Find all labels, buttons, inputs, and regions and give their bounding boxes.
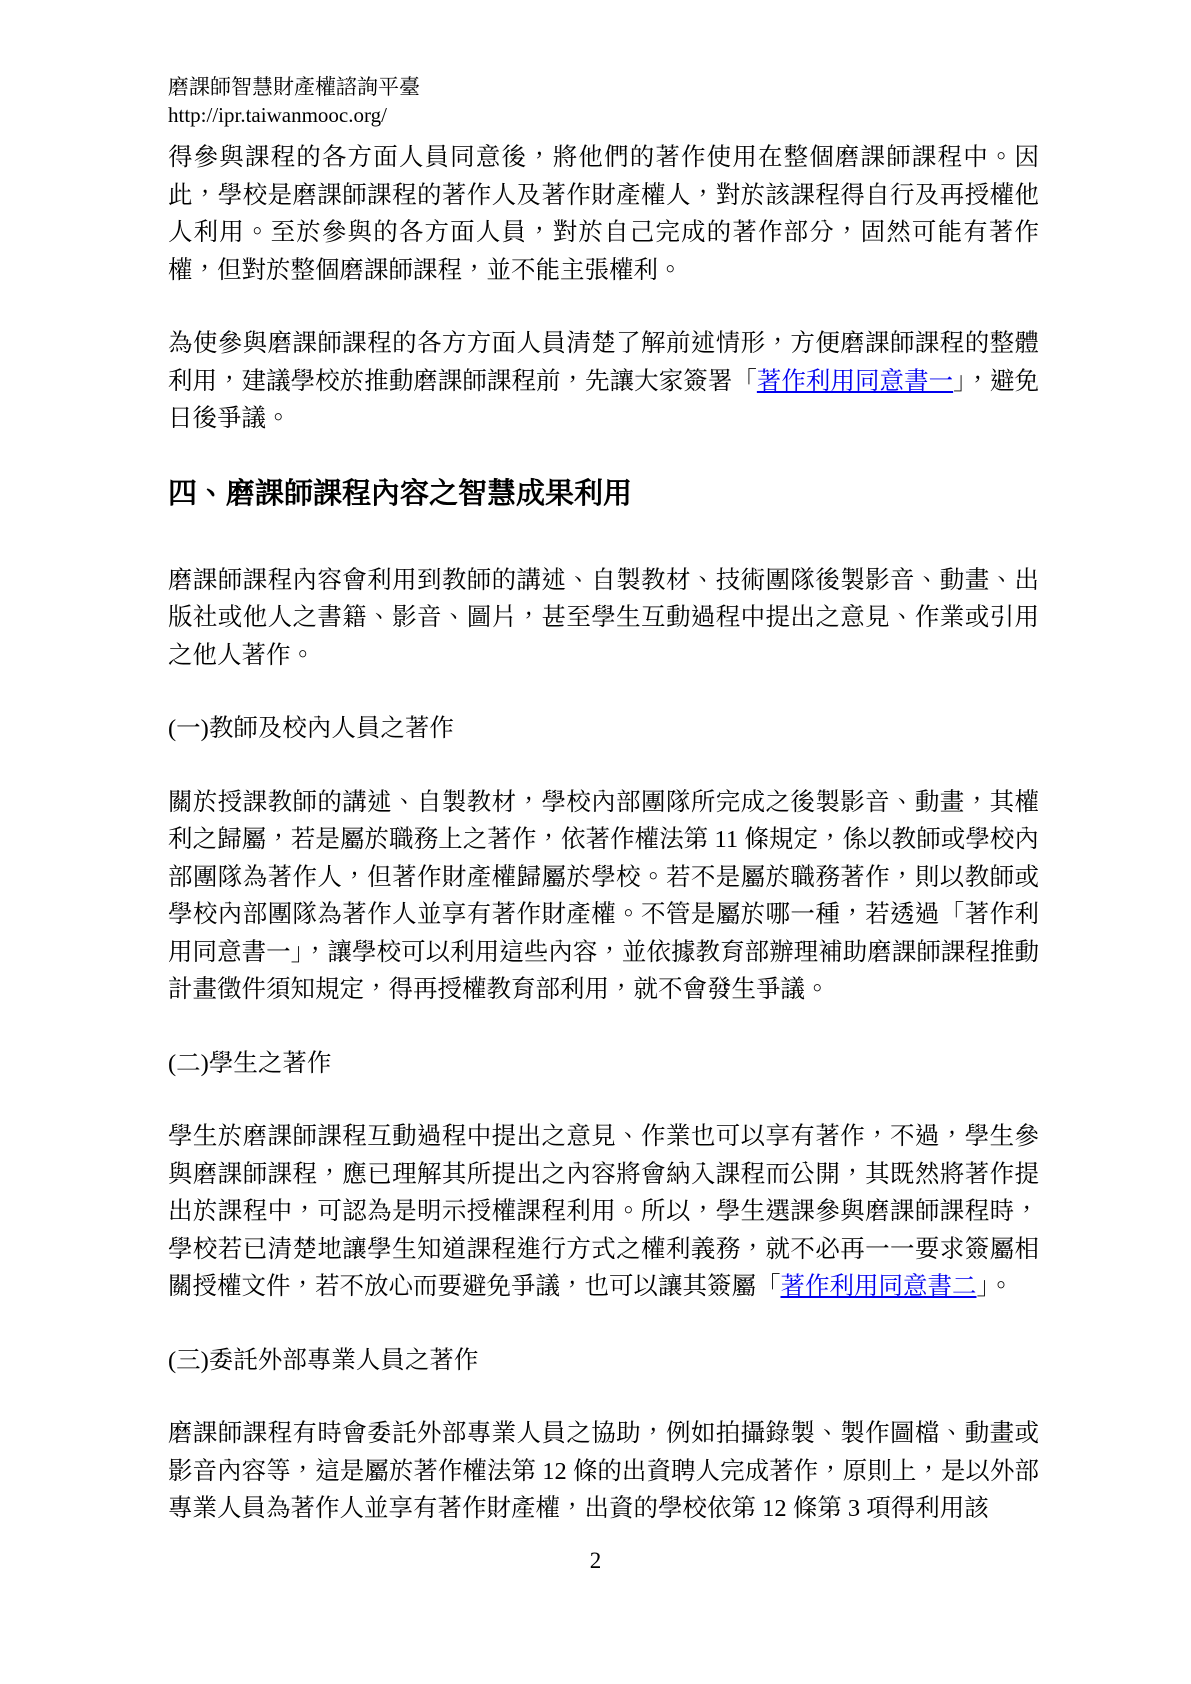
subsection-heading: (二)學生之著作 [168, 1049, 332, 1077]
text-run: 得參與課程的各方面人員同意後，將他們的著作使用在整個磨課師課程中。因此，學校是磨課師課程的著作人及著作財產權人，對於該課程得自行及再授權他人利用。至於參與的各方面人員，對於自己完成的著作部分，固然可能有著作權，但對於整個磨課師課程，並不能主張權利。 [168, 144, 1039, 284]
paragraph [168, 784, 1039, 1009]
page-number: 2 [589, 1548, 602, 1573]
text-run: 學生於磨課師課程互動過程中提出之意見、作業也可以享有著作，不過，學生參與磨課師課程，應已理解其所提出之內容將會納入課程而公開，其既然將著作提出於課程中，可認為是明示授權課程利用。所以，學生選課參與磨課師課程時，學校若已清楚地讓學生知道課程進行方式之權利義務，就不必再一一要求簽屬相關授權文件，若不放心而要避免爭議，也可以讓其簽屬「 [168, 1123, 1039, 1300]
section-heading: 四、磨課師課程內容之智慧成果利用 [168, 477, 633, 510]
paragraph [168, 139, 1039, 289]
text-run: 為使參與磨課師課程的各方方面人員清楚了解前述情形，方便磨課師課程的整體利用，建議學校於推動磨課師課程前，先讓大家簽署「 [168, 330, 1039, 395]
link-consent-form-1[interactable]: 著作利用同意書一 [756, 367, 954, 395]
text-run: 磨課師課程內容會利用到教師的講述、自製教材、技術團隊後製影音、動畫、出版社或他人之書籍、影音、圖片，甚至學生互動過程中提出之意見、作業或引用之他人著作。 [168, 566, 1039, 669]
text-run: 」。 [976, 1273, 1014, 1300]
site-url: http://ipr.taiwanmooc.org/ [168, 103, 387, 127]
text-run: 關於授課教師的講述、自製教材，學校內部團隊所完成之後製影音、動畫，其權利之歸屬，若是屬於職務上之著作，依著作權法第 11 條規定，係以教師或學校內部團隊為著作人，但著作財產權歸屬於學校。若不是屬於職務著作，則以教師或學校內部團隊為著作人並享有著作財產權。不管是屬於哪一種，若透過「著作利用同意書一」，讓學校可以利用這些內容，並依據教育部辦理補助磨課師課程推動計畫徵件須知規定，得再授權教育部利用，就不會發生爭議。 [168, 788, 1039, 1003]
text-run: 」，避免日後爭議。 [168, 367, 1040, 432]
paragraph [168, 1415, 1039, 1528]
paragraph [168, 325, 1039, 438]
document-header [168, 73, 1039, 129]
subsection-heading: (三)委託外部專業人員之著作 [168, 1346, 479, 1374]
text-run: 磨課師課程有時會委託外部專業人員之協助，例如拍攝錄製、製作圖檔、動畫或影音內容等，這是屬於著作權法第 12 條的出資聘人完成著作，原則上，是以外部專業人員為著作人並享有著作財產權，出資的學校依第 12 條第 3 項得利用該 [168, 1420, 1039, 1522]
document-footer [0, 1546, 1191, 1576]
subsection-heading: (一)教師及校內人員之著作 [168, 715, 454, 742]
site-title: 磨課師智慧財產權諮詢平臺 [168, 75, 420, 99]
paragraph [168, 1118, 1039, 1306]
document-body [168, 139, 1039, 1528]
link-consent-form-2[interactable]: 著作利用同意書二 [780, 1273, 977, 1300]
paragraph [168, 562, 1039, 675]
